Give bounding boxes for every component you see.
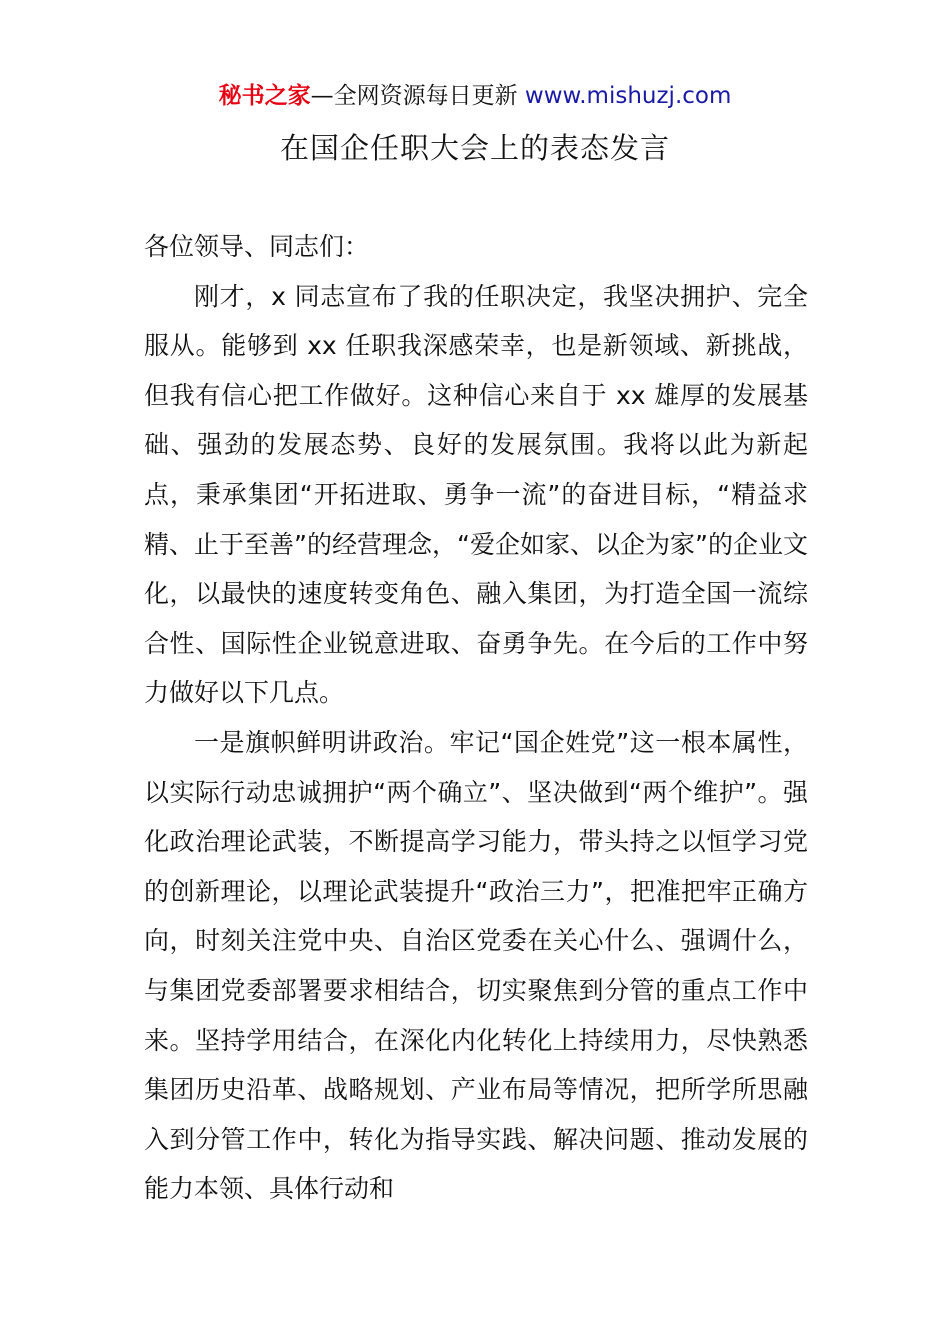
paragraph-point-one: 一是旗帜鲜明讲政治。牢记“国企姓党”这一根本属性，以实际行动忠诚拥护“两个确立”、坚决做到“两个维护”。强化政治理论武装，不断提高学习能力，带头持之以恒学习党的创新理论，以理论武装提升“政治三力”，把准把牢正确方向，时刻关注党中央、自治区党委在关心什么、强调什么，与集团党委部署要求相结合，切实聚焦到分管的重点工作中来。坚持学用结合，在深化内化转化上持续用力，尽快熟悉集团历史沿革、战略规划、产业布局等情况，把所学所思融入到分管工作中，转化为指导实践、解决问题、推动发展的能力本领、具体行动和: [144, 727, 808, 1204]
paragraph-opening: 刚才，x 同志宣布了我的任职决定，我坚决拥护、完全服从。能够到 xx 任职我深感荣幸，也是新领域、新挑战，但我有信心把工作做好。这种信心来自于 xx 雄厚的发展基础、强劲的发展态势、良好的发展氛围。我将以此为新起点，秉承集团“开拓进取、勇争一流”的奋进目标，“精益求精、止于至善”的经营理念，“爱企如家、以企为家”的企业文化，以最快的速度转变角色、融入集团，为打造全国一流综合性、国际性企业锐意进取、奋勇争先。在今后的工作中努力做好以下几点。: [144, 281, 808, 708]
document-title: 在国企任职大会上的表态发言: [279, 131, 670, 165]
site-url-link[interactable]: www.mishuzj.com: [524, 83, 732, 109]
brand-name: 秘书之家: [218, 83, 311, 109]
site-header: [0, 80, 950, 112]
header-slogan: —全网资源每日更新: [310, 83, 518, 109]
salutation: 各位领导、同志们：: [144, 232, 370, 261]
document-body: [144, 222, 808, 1214]
